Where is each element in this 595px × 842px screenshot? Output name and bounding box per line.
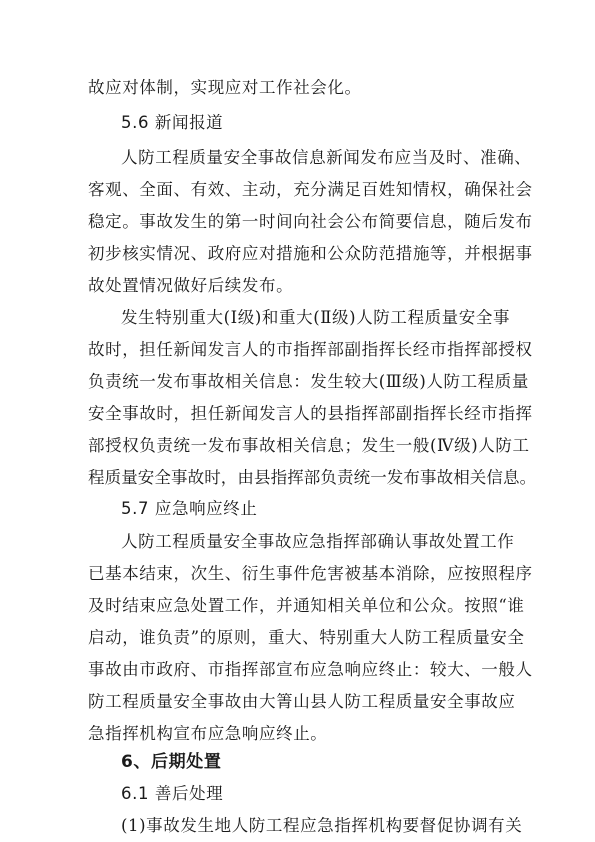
paragraph-line: 客观、全面、有效、主动，充分满足百姓知情权，确保社会 bbox=[88, 180, 533, 199]
paragraph-line: 部授权负责统一发布事故相关信息；发生一般(Ⅳ级)人防工 bbox=[88, 436, 530, 455]
paragraph-line: 负责统一发布事故相关信息：发生较大(Ⅲ级)人防工程质量 bbox=[88, 372, 529, 391]
paragraph-line: 急指挥机构宣布应急响应终止。 bbox=[88, 724, 328, 743]
paragraph-line: 安全事故时，担任新闻发言人的县指挥部副指挥长经市指挥 bbox=[88, 404, 533, 423]
paragraph-line: 故时，担任新闻发言人的市指挥部副指挥长经市指挥部授权 bbox=[88, 340, 533, 359]
paragraph-line: 及时结束应急处置工作，并通知相关单位和公众。按照“谁 bbox=[88, 596, 525, 615]
paragraph-line: 程质量安全事故时，由县指挥部负责统一发布事故相关信息。 bbox=[88, 468, 537, 487]
paragraph-line: 故处置情况做好后续发布。 bbox=[88, 276, 294, 295]
paragraph-line: 故应对体制，实现应对工作社会化。 bbox=[88, 78, 362, 97]
paragraph-line: 稳定。事故发生的第一时间向社会公布简要信息，随后发布 bbox=[88, 212, 533, 231]
paragraph-line: 已基本结束，次生、衍生事件危害被基本消除，应按照程序 bbox=[88, 564, 533, 583]
section-heading-6: 6、后期处置 bbox=[121, 752, 222, 772]
paragraph-line: 发生特别重大(Ⅰ级)和重大(Ⅱ级)人防工程质量安全事 bbox=[121, 308, 511, 327]
paragraph-line: (1)事故发生地人防工程应急指挥机构要督促协调有关 bbox=[121, 816, 523, 835]
section-heading-5-6: 5.6 新闻报道 bbox=[121, 113, 224, 132]
paragraph-line: 初步核实情况、政府应对措施和公众防范措施等，并根据事 bbox=[88, 244, 533, 263]
paragraph-line: 启动，谁负责”的原则，重大、特别重大人防工程质量安全 bbox=[88, 628, 525, 647]
paragraph-line: 人防工程质量安全事故信息新闻发布应当及时、准确、 bbox=[121, 148, 532, 167]
section-heading-5-7: 5.7 应急响应终止 bbox=[121, 499, 258, 518]
paragraph-line: 防工程质量安全事故由大箐山县人防工程质量安全事故应 bbox=[88, 692, 516, 711]
section-heading-6-1: 6.1 善后处理 bbox=[121, 784, 224, 803]
paragraph-line: 事故由市政府、市指挥部宣布应急响应终止：较大、一般人 bbox=[88, 660, 533, 679]
paragraph-line: 人防工程质量安全事故应急指挥部确认事故处置工作 bbox=[121, 532, 515, 551]
